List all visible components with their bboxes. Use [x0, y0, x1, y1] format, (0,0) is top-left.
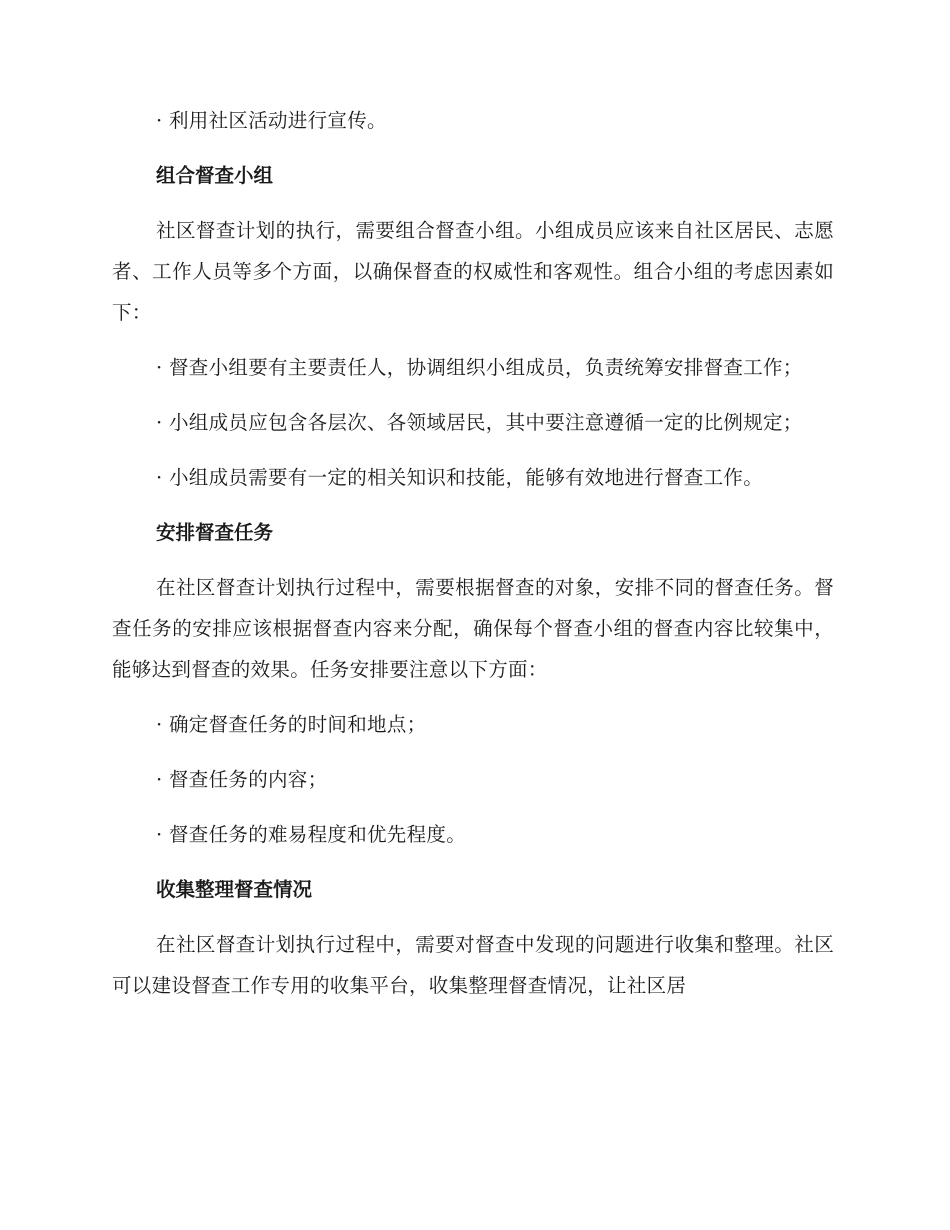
section-heading: 安排督查任务 [156, 521, 274, 544]
section-heading: 收集整理督查情况 [156, 878, 313, 901]
bullet-item: · 督查小组要有主要责任人，协调组织小组成员，负责统筹安排督查工作； [156, 356, 803, 379]
bullet-item: · 督查任务的难易程度和优先程度。 [156, 823, 466, 846]
document-page [112, 100, 834, 1020]
section-heading: 组合督查小组 [156, 164, 274, 187]
bullet-item: · 小组成员需要有一定的相关知识和技能，能够有效地进行督查工作。 [156, 466, 763, 489]
body-paragraph: 在社区督查计划执行过程中，需要对督查中发现的问题进行收集和整理。社区可以建设督查工作专用的收集平台，收集整理督查情况，让社区居 [112, 933, 834, 997]
body-paragraph: 社区督查计划的执行，需要组合督查小组。小组成员应该来自社区居民、志愿者、工作人员等多个方面，以确保督查的权威性和客观性。组合小组的考虑因素如下： [112, 219, 834, 324]
bullet-item: · 确定督查任务的时间和地点； [156, 713, 427, 736]
bullet-item: · 利用社区活动进行宣传。 [156, 109, 387, 132]
body-paragraph: 在社区督查计划执行过程中，需要根据督查的对象，安排不同的督查任务。督查任务的安排应该根据督查内容来分配，确保每个督查小组的督查内容比较集中，能够达到督查的效果。任务安排要注意以下方面： [112, 576, 834, 681]
bullet-item: · 督查任务的内容； [156, 768, 328, 791]
bullet-item: · 小组成员应包含各层次、各领域居民，其中要注意遵循一定的比例规定； [156, 411, 803, 434]
